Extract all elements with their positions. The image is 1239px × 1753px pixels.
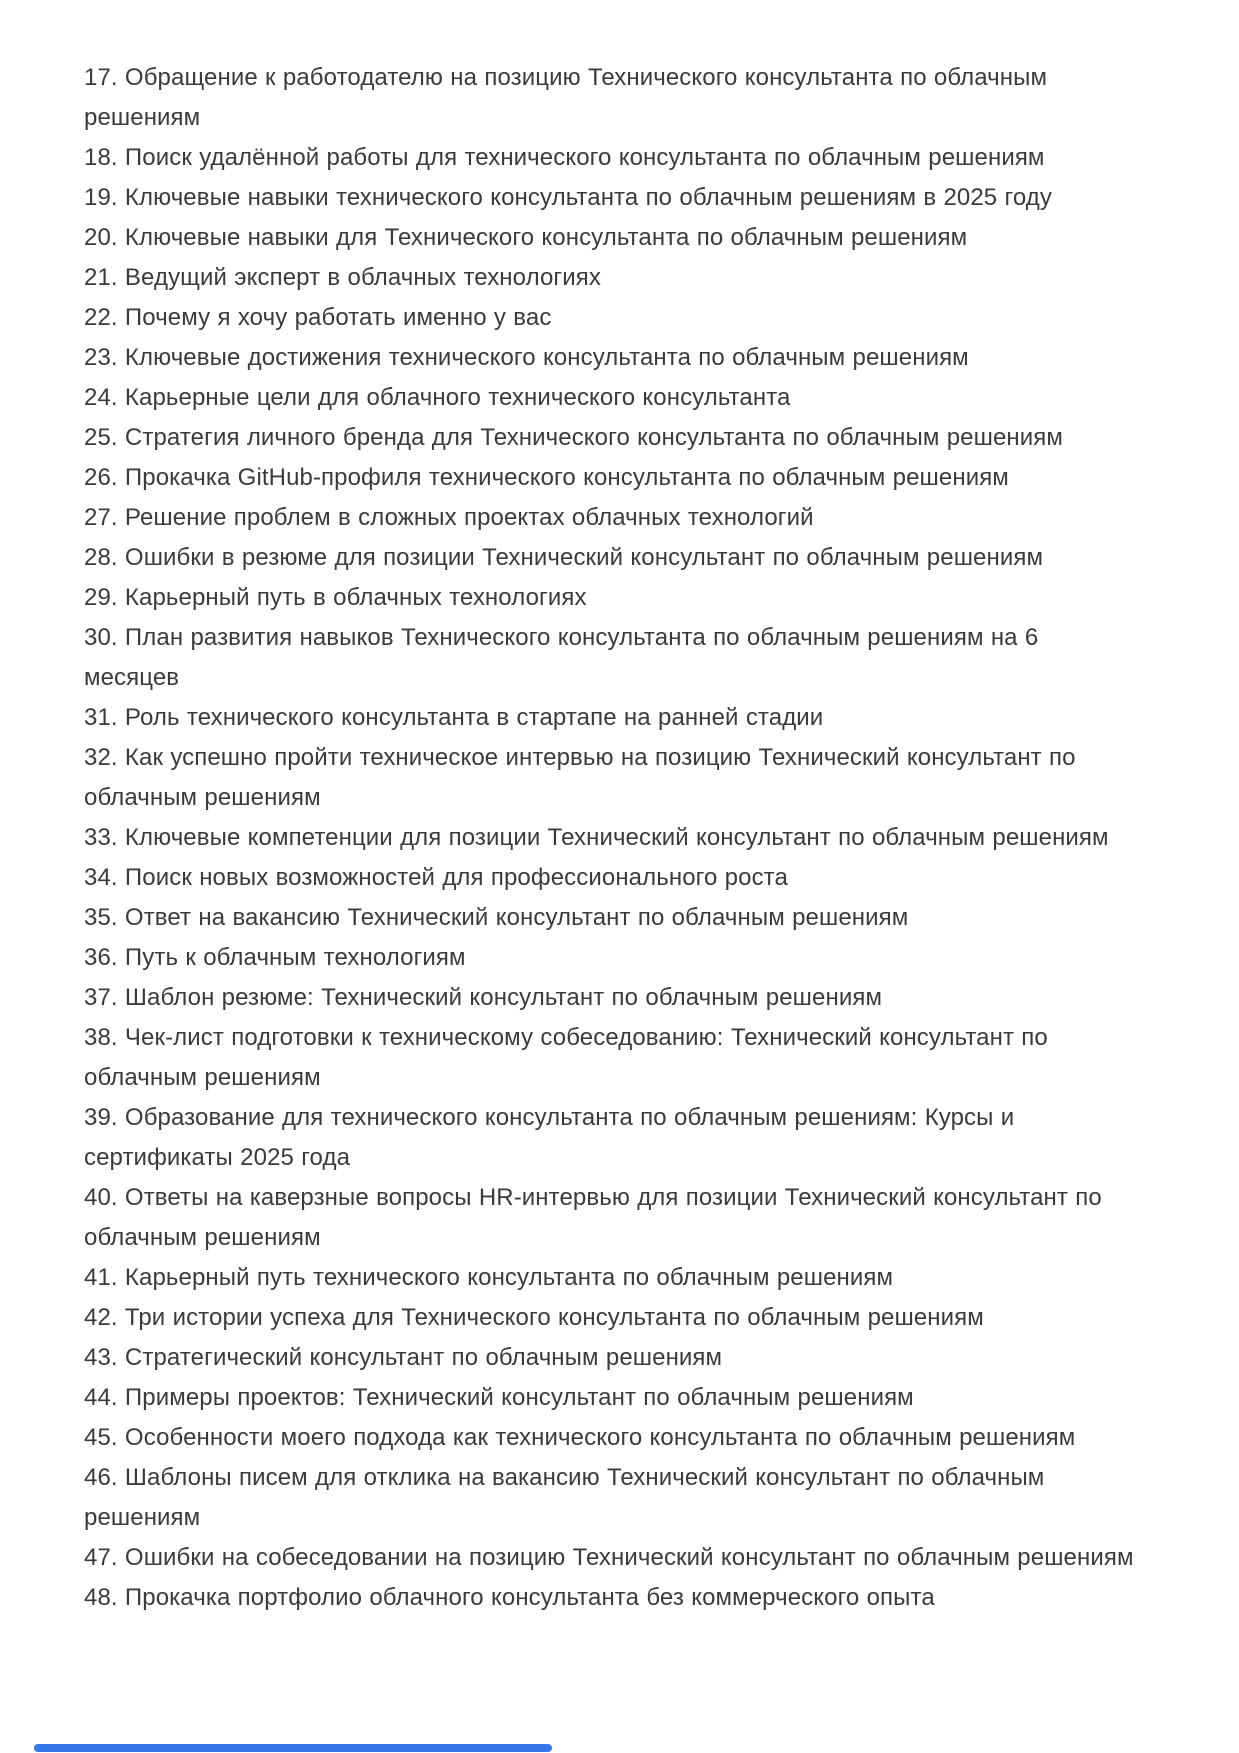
list-item: 25. Стратегия личного бренда для Технического консультанта по облачным решениям (84, 424, 1063, 451)
list-item: 43. Стратегический консультант по облачным решениям (84, 1344, 723, 1371)
list-item: 29. Карьерный путь в облачных технологиях (84, 584, 587, 611)
list-item: 37. Шаблон резюме: Технический консультант по облачным решениям (84, 984, 883, 1011)
blue-progress-bar (34, 1744, 552, 1752)
list-item: 23. Ключевые достижения технического консультанта по облачным решениям (84, 344, 969, 371)
list-item: 35. Ответ на вакансию Технический консультант по облачным решениям (84, 904, 909, 931)
list-item: 40. Ответы на каверзные вопросы HR-интервью для позиции Технический консультант по облачным решениям (84, 1184, 1102, 1251)
list-item: 47. Ошибки на собеседовании на позицию Технический консультант по облачным решениям (84, 1544, 1134, 1571)
list-item: 48. Прокачка портфолио облачного консультанта без коммерческого опыта (84, 1584, 935, 1611)
list-item: 38. Чек-лист подготовки к техническому собеседованию: Технический консультант по облачным решениям (84, 1024, 1048, 1091)
list-item: 33. Ключевые компетенции для позиции Технический консультант по облачным решениям (84, 824, 1109, 851)
list-item: 24. Карьерные цели для облачного технического консультанта (84, 384, 791, 411)
list-item: 21. Ведущий эксперт в облачных технологиях (84, 264, 601, 291)
list-item: 26. Прокачка GitHub-профиля технического консультанта по облачным решениям (84, 464, 1009, 491)
list-item: 31. Роль технического консультанта в стартапе на ранней стадии (84, 704, 824, 731)
list-item: 36. Путь к облачным технологиям (84, 944, 466, 971)
list-item: 30. План развития навыков Технического консультанта по облачным решениям на 6 месяцев (84, 624, 1039, 691)
list-item: 45. Особенности моего подхода как технического консультанта по облачным решениям (84, 1424, 1076, 1451)
list-item: 34. Поиск новых возможностей для профессионального роста (84, 864, 788, 891)
list-item: 42. Три истории успеха для Технического консультанта по облачным решениям (84, 1304, 984, 1331)
list-item: 27. Решение проблем в сложных проектах облачных технологий (84, 504, 814, 531)
list-item: 39. Образование для технического консультанта по облачным решениям: Курсы и сертификаты 2025 года (84, 1104, 1015, 1171)
list-item: 20. Ключевые навыки для Технического консультанта по облачным решениям (84, 224, 968, 251)
list-item: 44. Примеры проектов: Технический консультант по облачным решениям (84, 1384, 914, 1411)
list-item: 22. Почему я хочу работать именно у вас (84, 304, 552, 331)
numbered-list (84, 58, 1139, 1618)
list-item: 32. Как успешно пройти техническое интервью на позицию Технический консультант по облачным решениям (84, 744, 1076, 811)
list-item: 19. Ключевые навыки технического консультанта по облачным решениям в 2025 году (84, 184, 1052, 211)
list-item: 17. Обращение к работодателю на позицию Технического консультанта по облачным решениям (84, 64, 1048, 131)
list-item: 46. Шаблоны писем для отклика на вакансию Технический консультант по облачным решениям (84, 1464, 1045, 1531)
list-item: 18. Поиск удалённой работы для технического консультанта по облачным решениям (84, 144, 1045, 171)
list-item: 41. Карьерный путь технического консультанта по облачным решениям (84, 1264, 894, 1291)
list-item: 28. Ошибки в резюме для позиции Технический консультант по облачным решениям (84, 544, 1044, 571)
